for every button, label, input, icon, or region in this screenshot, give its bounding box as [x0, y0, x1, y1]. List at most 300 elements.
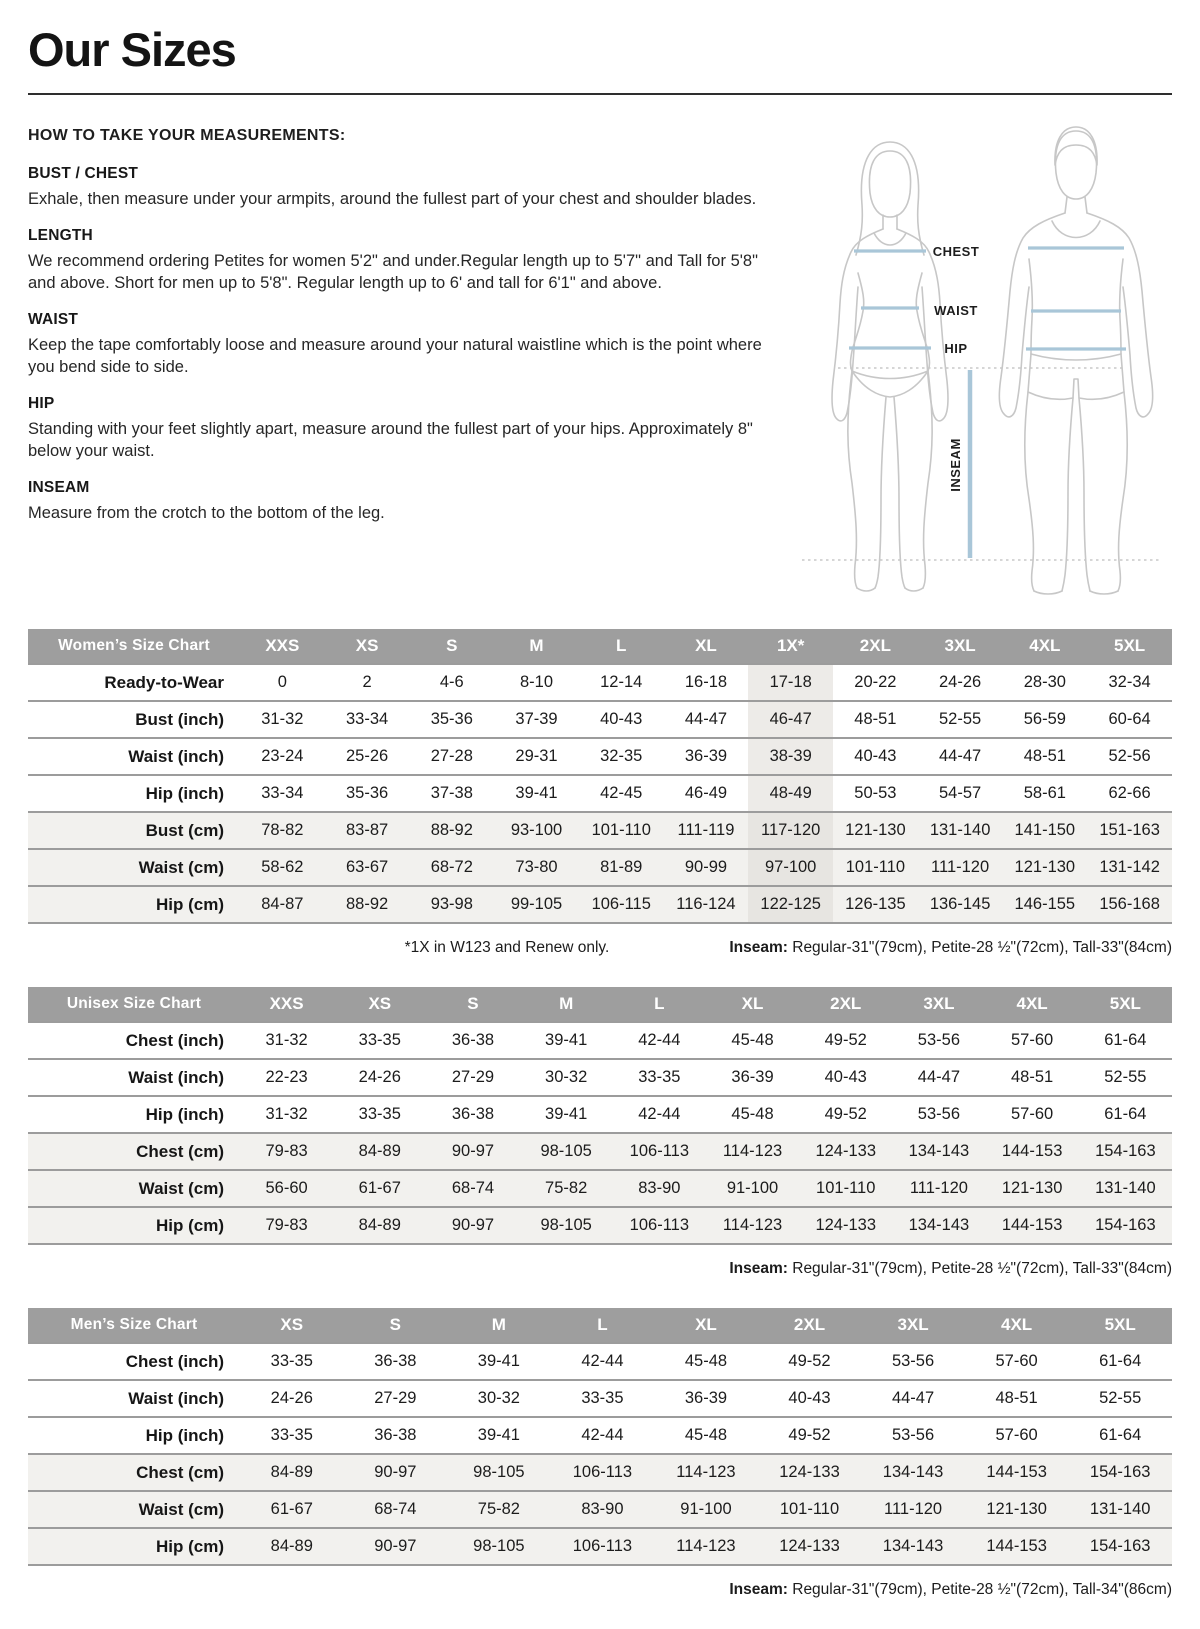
how-to-heading: HOW TO TAKE YOUR MEASUREMENTS:	[28, 127, 346, 144]
size-cell: 17-18	[748, 664, 833, 701]
size-cell: 48-51	[995, 1389, 1038, 1407]
size-cell: 136-145	[918, 886, 1003, 923]
table-row	[28, 1096, 1172, 1133]
size-cell: 45-48	[684, 1426, 728, 1444]
size-cell: 27-29	[374, 1389, 417, 1407]
chest-label: CHEST	[932, 244, 980, 259]
size-cell: 68-74	[344, 1491, 448, 1528]
size-cell: 40-43	[788, 1389, 831, 1407]
size-cell: 35-36	[430, 710, 473, 728]
row-label: Bust (cm)	[28, 812, 240, 849]
size-cell: 68-72	[409, 849, 494, 886]
size-cell: 101-110	[579, 812, 664, 849]
size-cell: 39-41	[545, 1031, 588, 1049]
size-cell: 37-39	[515, 710, 558, 728]
size-column-header: M	[494, 629, 579, 664]
size-cell: 134-143	[892, 1133, 985, 1170]
size-cell: 42-44	[638, 1031, 681, 1049]
size-cell: 154-163	[1079, 1207, 1172, 1244]
size-column-header: XS	[240, 1308, 344, 1343]
size-cell: 36-39	[684, 1389, 728, 1407]
asterisk-footnote: *1X in W123 and Renew only.	[404, 939, 610, 956]
size-column-header: M	[520, 987, 613, 1022]
size-cell: 84-89	[333, 1207, 426, 1244]
table-row	[28, 1343, 1172, 1380]
inseam-label: INSEAM	[948, 438, 963, 492]
size-cell: 154-163	[1068, 1528, 1172, 1565]
hip-label: HIP	[944, 341, 968, 356]
size-cell: 49-52	[824, 1105, 867, 1123]
section-length	[28, 227, 766, 294]
size-cell: 36-39	[684, 747, 728, 765]
woman-outline	[832, 142, 948, 591]
size-cell: 124-133	[758, 1528, 862, 1565]
table-row	[28, 1022, 1172, 1059]
size-cell: 53-56	[891, 1352, 935, 1370]
row-label: Chest (inch)	[125, 1351, 224, 1371]
size-cell: 36-38	[451, 1105, 495, 1123]
size-cell: 23-24	[261, 747, 304, 765]
size-cell: 44-47	[917, 1068, 960, 1086]
table-row	[28, 738, 1172, 775]
size-cell: 33-35	[270, 1426, 313, 1444]
size-cell: 61-67	[333, 1170, 426, 1207]
size-cell: 58-62	[240, 849, 325, 886]
size-cell: 141-150	[1002, 812, 1087, 849]
size-cell: 131-140	[1068, 1491, 1172, 1528]
size-cell: 90-97	[344, 1528, 448, 1565]
size-cell: 24-26	[939, 673, 982, 691]
size-cell: 30-32	[545, 1068, 588, 1086]
size-cell: 37-38	[430, 784, 473, 802]
size-cell: 116-124	[664, 886, 749, 923]
size-cell: 40-43	[824, 1068, 867, 1086]
table-row	[28, 812, 1172, 849]
size-cell: 106-115	[579, 886, 664, 923]
size-cell: 146-155	[1002, 886, 1087, 923]
size-cell: 121-130	[833, 812, 918, 849]
table-row	[28, 1133, 1172, 1170]
size-cell: 31-32	[265, 1105, 308, 1123]
size-cell: 44-47	[939, 747, 982, 765]
size-column-header: L	[579, 629, 664, 664]
womens-size-chart-footnotes	[28, 939, 1172, 957]
table-row	[28, 1380, 1172, 1417]
size-cell: 73-80	[494, 849, 579, 886]
size-column-header: 1X*	[748, 629, 833, 664]
size-cell: 61-64	[1104, 1031, 1147, 1049]
size-column-header: M	[447, 1308, 551, 1343]
size-column-header: S	[426, 987, 519, 1022]
section-inseam	[28, 479, 766, 524]
table-row	[28, 849, 1172, 886]
row-label: Waist (cm)	[28, 1170, 240, 1207]
size-cell: 49-52	[824, 1031, 867, 1049]
size-cell: 33-35	[270, 1352, 313, 1370]
size-cell: 91-100	[706, 1170, 799, 1207]
table-row	[28, 664, 1172, 701]
size-cell: 36-38	[374, 1352, 417, 1370]
table-row	[28, 1417, 1172, 1454]
size-cell: 106-113	[551, 1528, 655, 1565]
size-cell: 27-28	[430, 747, 473, 765]
size-cell: 49-52	[788, 1426, 831, 1444]
table-row	[28, 1528, 1172, 1565]
size-cell: 90-97	[344, 1454, 448, 1491]
size-cell: 75-82	[447, 1491, 551, 1528]
size-cell: 83-90	[613, 1170, 706, 1207]
size-cell: 114-123	[706, 1207, 799, 1244]
size-cell: 124-133	[758, 1454, 862, 1491]
size-cell: 53-56	[891, 1426, 935, 1444]
row-label: Ready-to-Wear	[104, 672, 224, 692]
size-cell: 144-153	[986, 1133, 1079, 1170]
size-cell: 154-163	[1068, 1454, 1172, 1491]
size-cell: 106-113	[551, 1454, 655, 1491]
table-row	[28, 701, 1172, 738]
size-cell: 45-48	[731, 1031, 774, 1049]
size-column-header: 5XL	[1068, 1308, 1172, 1343]
size-column-header: 2XL	[833, 629, 918, 664]
womens-size-chart-section	[28, 629, 1172, 957]
section-heading: LENGTH	[28, 227, 93, 245]
size-cell: 99-105	[494, 886, 579, 923]
size-cell: 56-60	[240, 1170, 333, 1207]
size-cell: 154-163	[1079, 1133, 1172, 1170]
size-cell: 93-100	[494, 812, 579, 849]
size-cell: 52-55	[1104, 1068, 1147, 1086]
row-label: Waist (cm)	[28, 849, 240, 886]
unisex-size-chart-footnotes	[28, 1260, 1172, 1278]
mens-size-chart	[28, 1308, 1172, 1566]
unisex-size-chart	[28, 987, 1172, 1245]
size-cell: 46-47	[748, 701, 833, 738]
figure-column	[776, 121, 1172, 599]
size-cell: 39-41	[477, 1352, 520, 1370]
section-body: Measure from the crotch to the bottom of the leg.	[28, 504, 385, 523]
size-column-header: XL	[654, 1308, 758, 1343]
section-heading: BUST / CHEST	[28, 165, 139, 182]
size-cell: 52-55	[1099, 1389, 1142, 1407]
inseam-footnote: Inseam: Regular-31"(79cm), Petite-28 ½"(72cm), Tall-33"(84cm)	[729, 1260, 1172, 1277]
size-cell: 36-39	[731, 1068, 774, 1086]
size-cell: 111-119	[664, 812, 749, 849]
mens-size-chart-footnotes	[28, 1581, 1172, 1599]
size-cell: 39-41	[477, 1426, 520, 1444]
size-cell: 90-99	[664, 849, 749, 886]
size-cell: 101-110	[833, 849, 918, 886]
man-outline	[999, 127, 1152, 594]
row-label: Hip (inch)	[145, 783, 224, 803]
womens-size-chart-title: Women’s Size Chart	[28, 629, 240, 664]
body-measurement-diagram	[790, 121, 1172, 599]
size-cell: 33-35	[358, 1031, 401, 1049]
size-cell: 46-49	[684, 784, 728, 802]
size-cell: 29-31	[515, 747, 558, 765]
size-column-header: XL	[664, 629, 749, 664]
size-column-header: 4XL	[986, 987, 1079, 1022]
size-cell: 42-44	[581, 1426, 624, 1444]
size-column-header: 2XL	[758, 1308, 862, 1343]
size-cell: 84-87	[240, 886, 325, 923]
inseam-footnote: Inseam: Regular-31"(79cm), Petite-28 ½"(72cm), Tall-33"(84cm)	[729, 939, 1172, 956]
section-body: Keep the tape comfortably loose and measure around your natural waistline which is the point where you bend side to side.	[28, 336, 762, 376]
size-cell: 48-51	[854, 710, 897, 728]
size-cell: 88-92	[325, 886, 410, 923]
waist-label: WAIST	[934, 303, 978, 318]
size-cell: 84-89	[240, 1454, 344, 1491]
size-cell: 52-56	[1108, 747, 1151, 765]
size-column-header: S	[344, 1308, 448, 1343]
size-cell: 61-64	[1099, 1426, 1142, 1444]
size-cell: 33-35	[358, 1105, 401, 1123]
section-body: We recommend ordering Petites for women 5'2" and under.Regular length up to 5'7" and Tall for 5'8" and above. Short for men up to 5'8". Regular length up to 6' and tall for 6'1" and above.	[28, 252, 758, 292]
size-cell: 49-52	[788, 1352, 831, 1370]
size-cell: 35-36	[345, 784, 389, 802]
size-cell: 24-26	[358, 1068, 401, 1086]
size-cell: 24-26	[270, 1389, 313, 1407]
size-cell: 16-18	[684, 673, 728, 691]
size-column-header: 3XL	[892, 987, 985, 1022]
section-body: Standing with your feet slightly apart, measure around the fullest part of your hips. Approximately 8" below your waist.	[28, 420, 753, 460]
size-cell: 106-113	[613, 1133, 706, 1170]
size-cell: 121-130	[986, 1170, 1079, 1207]
size-cell: 111-120	[861, 1491, 965, 1528]
size-cell: 0	[277, 673, 287, 691]
mens-size-chart-section	[28, 1308, 1172, 1599]
size-cell: 20-22	[854, 673, 897, 691]
size-cell: 131-140	[918, 812, 1003, 849]
womens-size-chart	[28, 629, 1172, 924]
table-row	[28, 1491, 1172, 1528]
size-cell: 131-142	[1087, 849, 1172, 886]
size-cell: 83-87	[325, 812, 410, 849]
size-cell: 22-23	[265, 1068, 308, 1086]
page-title: Our Sizes	[28, 23, 236, 76]
size-cell: 31-32	[265, 1031, 308, 1049]
size-cell: 111-120	[892, 1170, 985, 1207]
size-cell: 114-123	[654, 1528, 758, 1565]
size-cell: 60-64	[1108, 710, 1151, 728]
mens-size-chart-title: Men’s Size Chart	[28, 1308, 240, 1343]
size-cell: 42-44	[581, 1352, 624, 1370]
size-cell: 121-130	[1002, 849, 1087, 886]
unisex-size-chart-title: Unisex Size Chart	[28, 987, 240, 1022]
size-column-header: 4XL	[965, 1308, 1069, 1343]
size-cell: 134-143	[861, 1528, 965, 1565]
size-cell: 101-110	[758, 1491, 862, 1528]
section-heading: INSEAM	[28, 479, 90, 497]
size-cell: 84-89	[333, 1133, 426, 1170]
size-cell: 131-140	[1079, 1170, 1172, 1207]
size-cell: 33-34	[345, 710, 389, 728]
size-cell: 58-61	[1023, 784, 1066, 802]
size-cell: 45-48	[684, 1352, 728, 1370]
size-cell: 45-48	[731, 1105, 774, 1123]
size-cell: 134-143	[861, 1454, 965, 1491]
section-heading: HIP	[28, 395, 55, 413]
section-waist	[28, 311, 766, 378]
size-cell: 124-133	[799, 1133, 892, 1170]
size-cell: 121-130	[965, 1491, 1069, 1528]
size-cell: 42-45	[600, 784, 643, 802]
size-cell: 117-120	[748, 812, 833, 849]
size-cell: 62-66	[1108, 784, 1151, 802]
size-column-header: 3XL	[918, 629, 1003, 664]
size-cell: 36-38	[374, 1426, 417, 1444]
size-cell: 101-110	[799, 1170, 892, 1207]
section-bust-chest	[28, 165, 766, 210]
size-column-header: XS	[333, 987, 426, 1022]
section-hip	[28, 395, 766, 462]
row-label: Chest (cm)	[28, 1454, 240, 1491]
size-cell: 106-113	[613, 1207, 706, 1244]
row-label: Waist (inch)	[128, 1388, 224, 1408]
size-column-header: 2XL	[799, 987, 892, 1022]
size-cell: 25-26	[345, 747, 389, 765]
measurement-instructions-row	[28, 121, 1172, 599]
table-row	[28, 775, 1172, 812]
size-cell: 61-64	[1104, 1105, 1147, 1123]
section-heading: WAIST	[28, 311, 79, 329]
instructions-column	[28, 121, 776, 525]
size-cell: 134-143	[892, 1207, 985, 1244]
size-cell: 79-83	[240, 1207, 333, 1244]
size-cell: 75-82	[520, 1170, 613, 1207]
size-cell: 88-92	[409, 812, 494, 849]
size-cell: 39-41	[545, 1105, 588, 1123]
size-cell: 91-100	[654, 1491, 758, 1528]
size-cell: 39-41	[515, 784, 558, 802]
size-column-header: 5XL	[1087, 629, 1172, 664]
size-cell: 114-123	[654, 1454, 758, 1491]
inseam-footnote: Inseam: Regular-31"(79cm), Petite-28 ½"(72cm), Tall-34"(86cm)	[729, 1581, 1172, 1598]
size-cell: 4-6	[439, 673, 464, 691]
size-cell: 38-39	[748, 738, 833, 775]
size-cell: 151-163	[1087, 812, 1172, 849]
size-cell: 53-56	[917, 1031, 960, 1049]
size-cell: 8-10	[520, 673, 554, 691]
size-column-header: XL	[706, 987, 799, 1022]
size-cell: 97-100	[748, 849, 833, 886]
size-cell: 90-97	[426, 1133, 519, 1170]
size-cell: 33-35	[638, 1068, 681, 1086]
row-label: Waist (inch)	[128, 1067, 224, 1087]
size-column-header: XXS	[240, 987, 333, 1022]
row-label: Hip (inch)	[145, 1104, 224, 1124]
row-label: Waist (cm)	[28, 1491, 240, 1528]
row-label: Hip (inch)	[145, 1425, 224, 1445]
table-row	[28, 1207, 1172, 1244]
row-label: Chest (inch)	[125, 1030, 224, 1050]
size-cell: 33-34	[261, 784, 304, 802]
size-cell: 144-153	[965, 1454, 1069, 1491]
size-column-header: S	[409, 629, 494, 664]
size-cell: 32-34	[1108, 673, 1151, 691]
unisex-size-chart-section	[28, 987, 1172, 1278]
size-cell: 57-60	[1010, 1031, 1054, 1049]
size-column-header: XS	[325, 629, 410, 664]
table-row	[28, 1454, 1172, 1491]
size-cell: 30-32	[477, 1389, 520, 1407]
size-column-header: 4XL	[1002, 629, 1087, 664]
size-cell: 36-38	[451, 1031, 495, 1049]
size-cell: 156-168	[1087, 886, 1172, 923]
row-label: Hip (cm)	[28, 1528, 240, 1565]
row-label: Bust (inch)	[135, 709, 224, 729]
size-column-header: XXS	[240, 629, 325, 664]
size-cell: 61-67	[240, 1491, 344, 1528]
size-cell: 42-44	[638, 1105, 681, 1123]
size-cell: 114-123	[706, 1133, 799, 1170]
size-cell: 50-53	[854, 784, 897, 802]
size-cell: 144-153	[965, 1528, 1069, 1565]
row-label: Hip (cm)	[28, 1207, 240, 1244]
size-cell: 63-67	[325, 849, 410, 886]
size-cell: 40-43	[600, 710, 643, 728]
row-label: Waist (inch)	[128, 746, 224, 766]
size-cell: 48-49	[748, 775, 833, 812]
size-cell: 68-74	[426, 1170, 519, 1207]
size-cell: 98-105	[520, 1207, 613, 1244]
size-cell: 48-51	[1023, 747, 1066, 765]
row-label: Chest (cm)	[28, 1133, 240, 1170]
table-row	[28, 886, 1172, 923]
size-cell: 81-89	[579, 849, 664, 886]
size-column-header: 5XL	[1079, 987, 1172, 1022]
size-cell: 126-135	[833, 886, 918, 923]
size-cell: 124-133	[799, 1207, 892, 1244]
size-cell: 27-29	[451, 1068, 495, 1086]
size-cell: 98-105	[447, 1454, 551, 1491]
size-cell: 98-105	[520, 1133, 613, 1170]
size-cell: 111-120	[918, 849, 1003, 886]
size-cell: 79-83	[240, 1133, 333, 1170]
size-cell: 48-51	[1010, 1068, 1054, 1086]
size-cell: 122-125	[748, 886, 833, 923]
size-cell: 90-97	[426, 1207, 519, 1244]
size-cell: 52-55	[939, 710, 982, 728]
row-label: Hip (cm)	[28, 886, 240, 923]
size-cell: 98-105	[447, 1528, 551, 1565]
size-cell: 2	[362, 673, 372, 691]
size-cell: 53-56	[917, 1105, 960, 1123]
title-divider	[28, 93, 1172, 95]
table-row	[28, 1059, 1172, 1096]
size-cell: 44-47	[684, 710, 728, 728]
size-cell: 40-43	[854, 747, 897, 765]
size-cell: 28-30	[1023, 673, 1066, 691]
size-cell: 31-32	[261, 710, 304, 728]
size-cell: 44-47	[891, 1389, 935, 1407]
size-cell: 144-153	[986, 1207, 1079, 1244]
section-body: Exhale, then measure under your armpits, around the fullest part of your chest and shoulder blades.	[28, 190, 757, 208]
size-cell: 56-59	[1023, 710, 1066, 728]
size-cell: 33-35	[581, 1389, 624, 1407]
size-cell: 57-60	[1010, 1105, 1054, 1123]
size-cell: 61-64	[1099, 1352, 1142, 1370]
size-cell: 57-60	[995, 1426, 1038, 1444]
size-cell: 84-89	[240, 1528, 344, 1565]
size-cell: 93-98	[409, 886, 494, 923]
size-cell: 57-60	[995, 1352, 1038, 1370]
size-column-header: L	[551, 1308, 655, 1343]
size-column-header: 3XL	[861, 1308, 965, 1343]
table-row	[28, 1170, 1172, 1207]
size-cell: 78-82	[240, 812, 325, 849]
size-cell: 12-14	[600, 673, 643, 691]
size-cell: 32-35	[600, 747, 643, 765]
